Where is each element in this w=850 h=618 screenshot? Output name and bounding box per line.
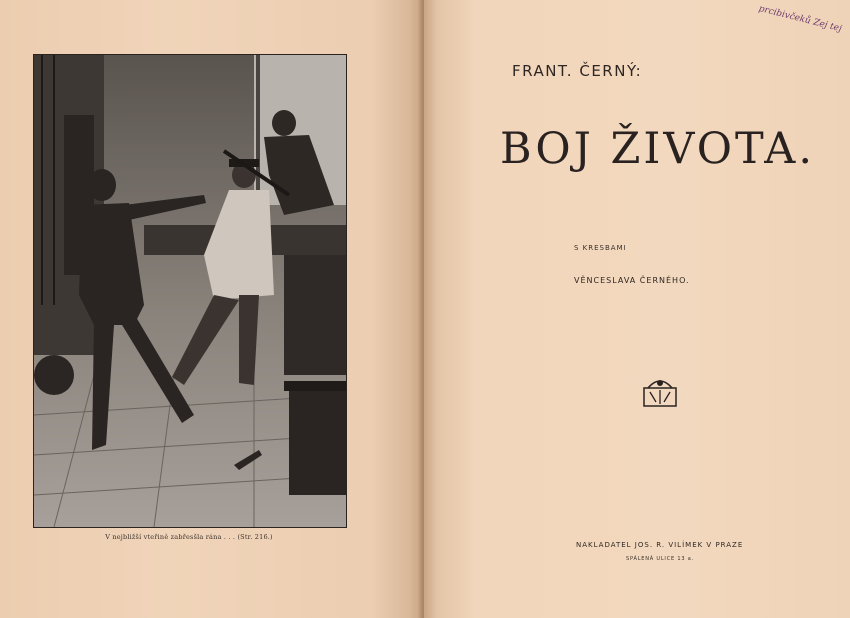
left-page — [0, 0, 422, 618]
handwritten-inscription: prcibivčeků Zej tej — [757, 4, 843, 35]
publisher-emblem-icon — [640, 374, 680, 410]
author-name: FRANT. ČERNÝ: — [512, 62, 643, 80]
publisher-address: SPÁLENÁ ULICE 13 a. — [626, 556, 694, 562]
engraving-fight-scene-icon — [34, 55, 346, 527]
publisher-name: NAKLADATEL JOS. R. VILÍMEK V PRAZE — [576, 541, 744, 549]
subtitle-illustrations: S KRESBAMI — [574, 244, 627, 252]
title-page — [424, 0, 850, 618]
illustrator-name: VĚNCESLAVA ČERNÉHO. — [574, 276, 690, 285]
frontispiece-illustration — [33, 54, 347, 528]
book-title: BOJ ŽIVOTA. — [500, 124, 816, 174]
illustration-caption: V nejbližší vteřině zabřesšla rána . . . (Str. 216.) — [105, 533, 273, 541]
